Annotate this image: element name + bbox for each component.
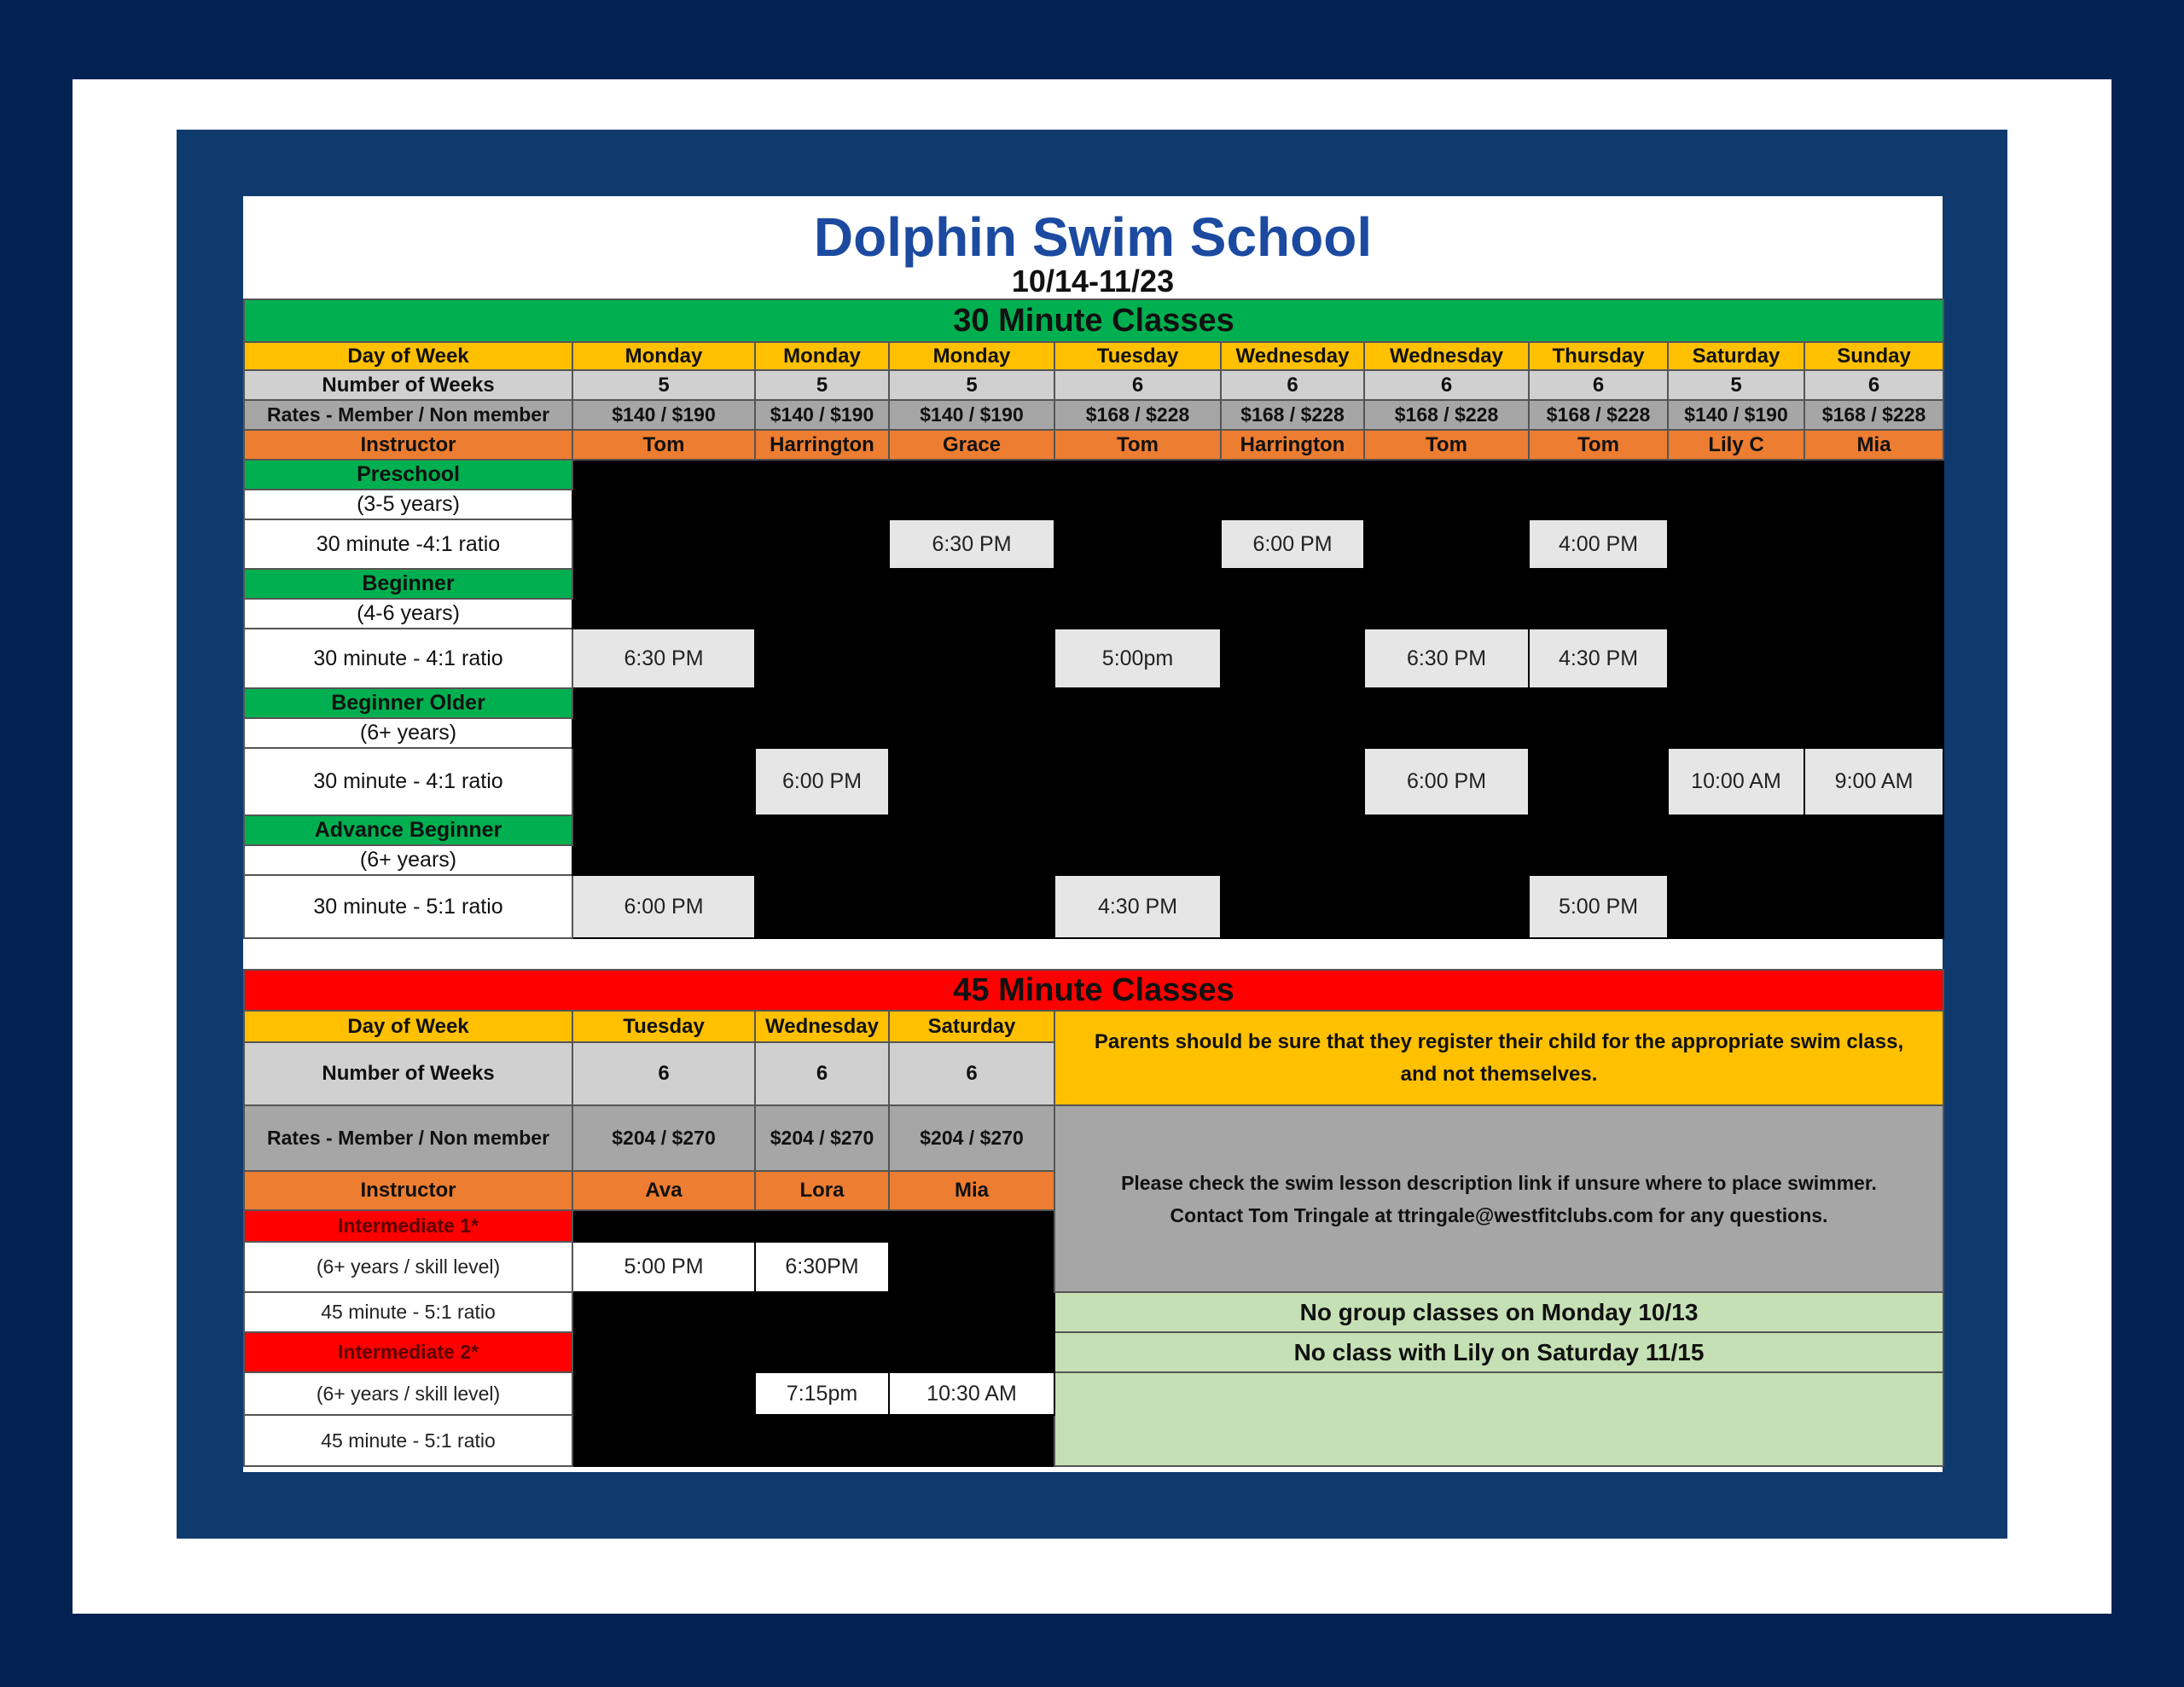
- rate-cell: $140 / $190: [755, 400, 889, 430]
- instructor-cell: Mia: [1804, 430, 1943, 460]
- time-slot: 4:00 PM: [1529, 519, 1668, 569]
- level-age: (3-5 years): [244, 490, 572, 519]
- weeks-cell: 6: [572, 1042, 755, 1105]
- level-ratio: 30 minute - 5:1 ratio: [244, 875, 572, 938]
- empty-slot: [1804, 519, 1943, 569]
- empty-slot: [1054, 519, 1221, 569]
- banner-45-minute: 45 Minute Classes: [244, 970, 1943, 1011]
- empty-slot: [572, 1372, 755, 1415]
- note-check-description: Please check the swim lesson description link if unsure where to place swimmer. Contact Tom Tringale at ttringale@westfitclubs.com for any questions.: [1054, 1105, 1943, 1292]
- label-instructor: Instructor: [244, 430, 572, 460]
- label-rates: Rates - Member / Non member: [244, 1105, 572, 1171]
- instructor-cell: Mia: [889, 1171, 1054, 1210]
- rate-cell: $168 / $228: [1364, 400, 1529, 430]
- time-slot: 7:15pm: [755, 1372, 889, 1415]
- label-rates: Rates - Member / Non member: [244, 400, 572, 430]
- instructor-cell: Tom: [1054, 430, 1221, 460]
- time-slot: 10:00 AM: [1668, 748, 1804, 815]
- time-slot: 6:00 PM: [1221, 519, 1364, 569]
- empty-slot: [1668, 875, 1804, 938]
- empty-slot: [889, 629, 1054, 688]
- note-empty: [1054, 1372, 1943, 1466]
- time-slot: 5:00 PM: [572, 1242, 755, 1292]
- instructor-cell: Lora: [755, 1171, 889, 1210]
- rate-cell: $168 / $228: [1221, 400, 1364, 430]
- rate-cell: $168 / $228: [1804, 400, 1943, 430]
- weeks-cell: 6: [755, 1042, 889, 1105]
- table-45-minute: [243, 969, 1944, 1467]
- empty-slot: [1221, 875, 1364, 938]
- empty-slot: [755, 519, 889, 569]
- instructor-cell: Harrington: [755, 430, 889, 460]
- day-cell: Wednesday: [1364, 342, 1529, 370]
- label-number-of-weeks: Number of Weeks: [244, 370, 572, 400]
- weeks-cell: 6: [1804, 370, 1943, 400]
- weeks-cell: 6: [1221, 370, 1364, 400]
- rate-cell: $204 / $270: [755, 1105, 889, 1171]
- level-skill: (6+ years / skill level): [244, 1372, 572, 1415]
- level-ratio: 45 minute - 5:1 ratio: [244, 1292, 572, 1332]
- level-skill: (6+ years / skill level): [244, 1242, 572, 1292]
- note-no-group-classes: No group classes on Monday 10/13: [1054, 1292, 1943, 1332]
- empty-slot: [755, 629, 889, 688]
- time-slot: 10:30 AM: [889, 1372, 1054, 1415]
- level-age: (6+ years): [244, 718, 572, 748]
- blank-block: [572, 1210, 1054, 1242]
- rate-cell: $168 / $228: [1529, 400, 1668, 430]
- day-cell: Monday: [755, 342, 889, 370]
- weeks-cell: 6: [889, 1042, 1054, 1105]
- weeks-cell: 5: [889, 370, 1054, 400]
- date-range: 10/14-11/23: [1011, 264, 1175, 299]
- rate-cell: $140 / $190: [572, 400, 755, 430]
- empty-slot: [1668, 519, 1804, 569]
- level-name: Beginner Older: [244, 688, 572, 718]
- day-cell: Saturday: [1668, 342, 1804, 370]
- empty-slot: [889, 748, 1054, 815]
- time-slot: 6:30PM: [755, 1242, 889, 1292]
- day-cell: Wednesday: [755, 1011, 889, 1042]
- empty-slot: [1364, 875, 1529, 938]
- instructor-cell: Grace: [889, 430, 1054, 460]
- empty-slot: [1668, 629, 1804, 688]
- blank-block: [572, 460, 1943, 519]
- weeks-cell: 5: [572, 370, 755, 400]
- note-no-class-lily: No class with Lily on Saturday 11/15: [1054, 1332, 1943, 1372]
- empty-slot: [1804, 629, 1943, 688]
- weeks-cell: 6: [1529, 370, 1668, 400]
- day-cell: Saturday: [889, 1011, 1054, 1042]
- rate-cell: $168 / $228: [1054, 400, 1221, 430]
- day-cell: Thursday: [1529, 342, 1668, 370]
- empty-slot: [572, 519, 755, 569]
- weeks-cell: 5: [1668, 370, 1804, 400]
- label-day-of-week: Day of Week: [244, 342, 572, 370]
- empty-slot: [1221, 629, 1364, 688]
- blank-block: [572, 688, 1943, 748]
- blank-block: [572, 815, 1943, 875]
- blank-block: [572, 1332, 1054, 1372]
- time-slot: 6:00 PM: [572, 875, 755, 938]
- label-number-of-weeks: Number of Weeks: [244, 1042, 572, 1105]
- blank-block: [572, 1292, 1054, 1332]
- time-slot: 6:30 PM: [889, 519, 1054, 569]
- time-slot: 6:30 PM: [1364, 629, 1529, 688]
- day-cell: Sunday: [1804, 342, 1943, 370]
- instructor-cell: Tom: [572, 430, 755, 460]
- level-name: Advance Beginner: [244, 815, 572, 845]
- weeks-cell: 6: [1364, 370, 1529, 400]
- note-register-child: Parents should be sure that they register their child for the appropriate swim class, and not themselves.: [1054, 1011, 1943, 1105]
- time-slot: 6:00 PM: [1364, 748, 1529, 815]
- label-instructor: Instructor: [244, 1171, 572, 1210]
- empty-slot: [1529, 748, 1668, 815]
- blank-block: [572, 569, 1943, 629]
- rate-cell: $204 / $270: [889, 1105, 1054, 1171]
- level-ratio: 30 minute - 4:1 ratio: [244, 748, 572, 815]
- instructor-cell: Ava: [572, 1171, 755, 1210]
- time-slot: 5:00 PM: [1529, 875, 1668, 938]
- day-cell: Wednesday: [1221, 342, 1364, 370]
- day-cell: Tuesday: [1054, 342, 1221, 370]
- empty-slot: [755, 875, 889, 938]
- level-ratio: 30 minute -4:1 ratio: [244, 519, 572, 569]
- instructor-cell: Harrington: [1221, 430, 1364, 460]
- level-ratio: 30 minute - 4:1 ratio: [244, 629, 572, 688]
- time-slot: 6:30 PM: [572, 629, 755, 688]
- time-slot: 4:30 PM: [1054, 875, 1221, 938]
- day-cell: Tuesday: [572, 1011, 755, 1042]
- label-day-of-week: Day of Week: [244, 1011, 572, 1042]
- empty-slot: [889, 875, 1054, 938]
- schedule-sheet: [243, 196, 1943, 1472]
- rate-cell: $140 / $190: [1668, 400, 1804, 430]
- page-title: Dolphin Swim School: [813, 206, 1373, 268]
- empty-slot: [572, 748, 755, 815]
- rate-cell: $204 / $270: [572, 1105, 755, 1171]
- level-ratio: 45 minute - 5:1 ratio: [244, 1415, 572, 1466]
- time-slot: 6:00 PM: [755, 748, 889, 815]
- blank-block: [572, 1415, 1054, 1466]
- day-cell: Monday: [889, 342, 1054, 370]
- time-slot: 9:00 AM: [1804, 748, 1943, 815]
- weeks-cell: 5: [755, 370, 889, 400]
- level-name: Intermediate 1*: [244, 1210, 572, 1242]
- empty-slot: [1054, 748, 1221, 815]
- level-age: (4-6 years): [244, 599, 572, 629]
- weeks-cell: 6: [1054, 370, 1221, 400]
- empty-slot: [889, 1242, 1054, 1292]
- empty-slot: [1221, 748, 1364, 815]
- empty-slot: [1804, 875, 1943, 938]
- instructor-cell: Tom: [1529, 430, 1668, 460]
- level-name: Beginner: [244, 569, 572, 599]
- day-cell: Monday: [572, 342, 755, 370]
- empty-slot: [1364, 519, 1529, 569]
- time-slot: 5:00pm: [1054, 629, 1221, 688]
- level-name: Preschool: [244, 460, 572, 490]
- rate-cell: $140 / $190: [889, 400, 1054, 430]
- banner-30-minute: 30 Minute Classes: [244, 299, 1943, 342]
- instructor-cell: Tom: [1364, 430, 1529, 460]
- instructor-cell: Lily C: [1668, 430, 1804, 460]
- level-name: Intermediate 2*: [244, 1332, 572, 1372]
- time-slot: 4:30 PM: [1529, 629, 1668, 688]
- table-30-minute: [243, 299, 1944, 939]
- level-age: (6+ years): [244, 845, 572, 875]
